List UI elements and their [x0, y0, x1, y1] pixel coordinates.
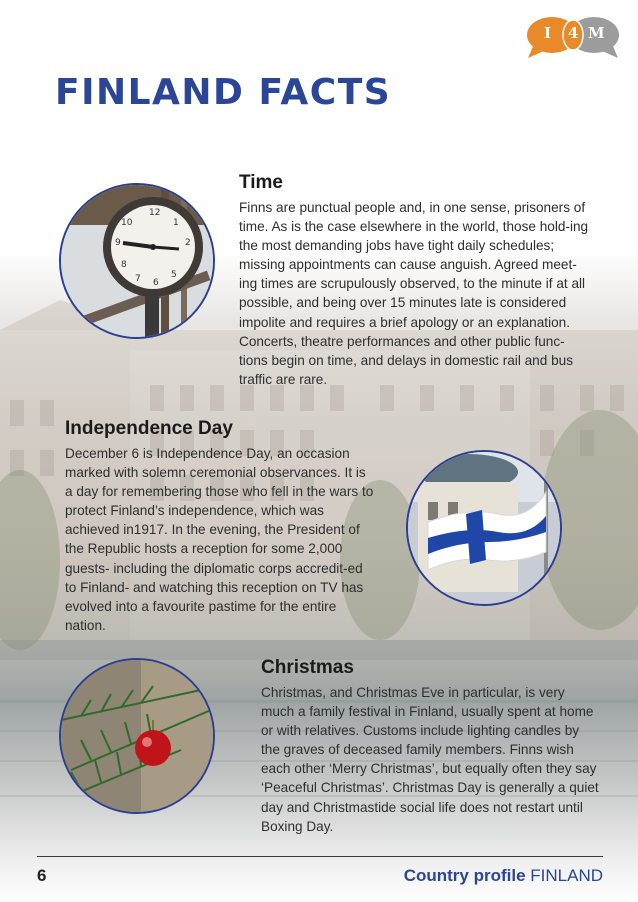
section-body: Christmas, and Christmas Eve in particular, is very much a family festival in Finland, usually spent at home or with relatives. Customs include lighting candles by the graves of deceased family members. Finns wish each other ‘Merry Christmas’, but equally often they say ‘Peaceful Christmas’. Christmas Day is generally a quiet day and Christmastide social life does not restart until Boxing Day. — [261, 685, 599, 834]
christmas-ornament-icon — [61, 660, 213, 812]
section-body: December 6 is Independence Day, an occasion marked with solemn ceremonial observances. It is a day for remembering those who fell in the wars to protect Finland’s independence, which was achieved in1917. In the evening, the President of the Republic hosts a reception for some 2,000 guests- including the diplomatic corps accredit-ed to Finland- and watching this reception on TV has evolved into a favourite pastime for the entire nation. — [65, 446, 374, 633]
svg-text:12: 12 — [149, 208, 161, 218]
logo-letter-m: M — [588, 24, 605, 42]
svg-text:1: 1 — [173, 218, 179, 228]
clock-icon — [61, 185, 213, 337]
svg-text:6: 6 — [153, 278, 159, 288]
section-christmas — [261, 657, 601, 836]
clock-photo — [59, 183, 215, 339]
finnish-flag-icon — [408, 452, 560, 604]
logo-letter-i: I — [544, 24, 552, 42]
svg-text:5: 5 — [171, 270, 177, 280]
christmas-ornament-photo — [59, 658, 215, 814]
section-heading: Time — [239, 172, 284, 193]
section-heading: Independence Day — [65, 418, 233, 439]
footer-label — [404, 866, 603, 886]
section-heading: Christmas — [261, 657, 354, 678]
footer-label-bold: Country profile — [403, 866, 526, 885]
footer-divider — [37, 856, 603, 857]
svg-text:9: 9 — [115, 238, 121, 248]
i4m-logo — [526, 14, 620, 60]
svg-text:7: 7 — [135, 274, 141, 284]
svg-text:10: 10 — [121, 218, 133, 228]
finnish-flag-photo — [406, 450, 562, 606]
logo-number-4: 4 — [568, 24, 579, 42]
section-time — [239, 172, 589, 389]
page-number: 6 — [37, 866, 47, 885]
footer-label-country: FINLAND — [530, 866, 603, 885]
svg-text:8: 8 — [121, 260, 127, 270]
page-title: FINLAND FACTS — [55, 72, 392, 113]
svg-text:2: 2 — [185, 238, 191, 248]
section-body: Finns are punctual people and, in one sense, prisoners of time. As is the case elsewhere in the world, those hold-ing the most demanding jobs have tight daily schedules; missing appointments can cause anguish. Agreed meet-ing times are scrupulously observed, to the minute if at all possible, and being over 15 minutes late is considered impolite and requires a brief apology or an explanation. Concerts, theatre performances and other public func-tions begin on time, and delays in domestic rail and bus traffic are rare. — [239, 200, 589, 387]
section-independence-day — [65, 418, 375, 635]
